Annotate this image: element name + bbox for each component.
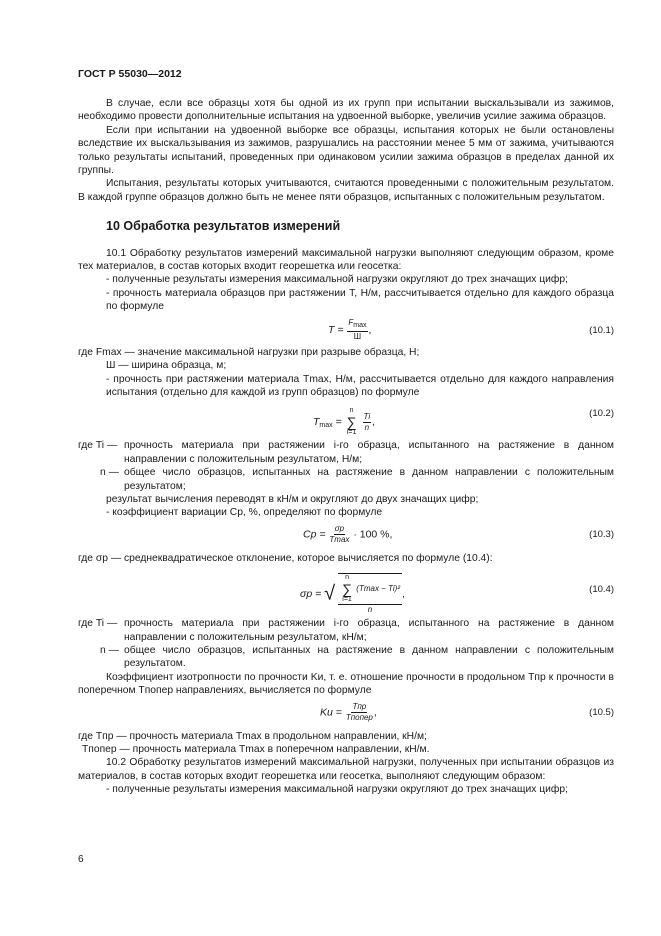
clause-10-2-intro: 10.2 Обработку результатов измерений максимальной нагрузки, полученных при испытании образцов из материалов, в состав которых входит георешетка или геосетка, выполняют следующим образом: xyxy=(78,757,614,782)
formula-lhs: σp = xyxy=(300,587,322,600)
formula-tail: , xyxy=(372,416,376,429)
list-item: - полученные результаты измерения максимальной нагрузки округляют до трех значащих цифр; xyxy=(106,784,568,796)
list-item: - прочность при растяжении материала Tmax, Н/м, рассчитывается отдельно для каждого направления испытания (отдельно для каждой из групп образцов) по формуле xyxy=(106,373,614,398)
where-line: Ш — ширина образца, м; xyxy=(106,360,227,372)
section-title: 10 Обработка результатов измерений xyxy=(106,219,341,234)
sum-upper: n xyxy=(349,407,354,415)
definition-item xyxy=(78,644,614,671)
sum-upper: n xyxy=(345,574,349,582)
list-item: - полученные результаты измерения максимальной нагрузки округляют до трех значащих цифр; xyxy=(106,274,568,286)
sum-lower: i=1 xyxy=(342,596,352,604)
formula-numerator: Ti xyxy=(363,411,371,421)
paragraph: Коэффициент изотропности по прочности Kи, т. е. отношение прочности в продольном Tпр к прочности в поперечном Tпопер направлениях, вычисляется по формуле xyxy=(78,671,614,697)
definition-term: n — xyxy=(100,467,119,479)
formula-numerator: F xyxy=(348,317,354,327)
formula-tail: · 100 %, xyxy=(353,528,393,541)
formula-denominator: Tmax xyxy=(329,534,350,544)
formula-lhs: Cp = xyxy=(303,528,326,541)
formula-numerator: σp xyxy=(334,523,345,533)
formula-denominator: n xyxy=(367,605,373,615)
formula-lhs: Kи = xyxy=(320,705,342,718)
definition-item xyxy=(78,439,614,466)
document-header: ГОСТ Р 55030—2012 xyxy=(78,68,182,80)
paragraph: Если при испытании на удвоенной выборке все образцы, испытания которых не были остановлены вследствие их выскальзывания из зажимов, разрушались на расстоянии менее 5 мм от зажима, учитываются только результаты испытаний, проведенных при одинаковом усилии зажима образцов в пределах данной их группы. xyxy=(78,124,614,177)
clause-10-1-intro: 10.1 Обработку результатов измерений максимальной нагрузки выполняют следующим образом, кроме тех материалов, в состав которых входит георешетка или геосетка: xyxy=(78,247,614,273)
definition-term: где Ti — xyxy=(78,440,118,452)
sqrt-icon: √ xyxy=(324,582,336,605)
definition-term: где Ti — xyxy=(78,618,118,630)
formula-subscript: max xyxy=(319,422,333,430)
list-item: - коэффициент вариации Cp, %, определяют по формуле xyxy=(106,507,383,519)
where-line: где Fmax — значение максимальной нагрузки при разрыве образца, Н; xyxy=(78,346,420,358)
formula-number: (10.3) xyxy=(589,528,614,540)
formula-10-1 xyxy=(78,318,614,346)
formula-numerator: Tпр xyxy=(352,701,367,711)
sigma-icon: ∑ xyxy=(342,581,353,598)
definition-text: общее число образцов, испытанных на растяжение в данном направлении с положительным результатом. xyxy=(124,644,614,670)
formula-10-4 xyxy=(78,569,614,617)
formula-tail: , xyxy=(368,323,372,336)
formula-10-5 xyxy=(78,700,614,730)
definition-text: общее число образцов, испытанных на растяжение в данном направлении с положительным результатом; xyxy=(124,467,614,492)
formula-tail: , xyxy=(401,587,405,600)
list-item: - прочность материала образцов при растяжении T, Н/м, рассчитывается отдельно для каждого образца по формуле xyxy=(106,287,614,313)
page-number: 6 xyxy=(78,854,84,865)
formula-number: (10.2) xyxy=(589,408,614,420)
definition-term: n — xyxy=(100,644,119,656)
page-content xyxy=(78,97,614,797)
formula-10-3 xyxy=(78,522,614,552)
formula-numerator: (Tmax − Ti)² xyxy=(356,584,400,594)
formula-number: (10.1) xyxy=(589,324,614,336)
formula-denominator: Tпопер xyxy=(345,712,373,722)
paragraph: В случае, если все образцы хотя бы одной из их групп при испытании выскальзывали из зажимов, необходимо провести дополнительные испытания на удвоенной выборке, увеличив усилие зажима образцов. xyxy=(78,98,614,123)
definition-text: прочность материала при растяжении i-го образца, испытанного на растяжение в данном направлении с положительным результатом, Н/м; xyxy=(124,440,614,465)
where-line: где σp — среднеквадратическое отклонение, которое вычисляется по формуле (10.4): xyxy=(78,552,493,564)
formula-lhs: T xyxy=(313,416,320,429)
definition-item xyxy=(78,617,614,644)
where-line: результат вычисления переводят в кН/м и округляют до двух значащих цифр; xyxy=(106,493,479,505)
formula-subscript: max xyxy=(353,321,367,329)
definition-text: прочность материала при растяжении i-го образца, испытанного на растяжение в данном направлении с положительным результатом, кН/м; xyxy=(124,618,614,643)
formula-tail: , xyxy=(373,705,377,718)
paragraph: Испытания, результаты которых учитываются, считаются проведенными с положительным результатом. В каждой группе образцов должно быть не менее пяти образцов, испытанных с положительным результатом. xyxy=(78,178,614,203)
where-line: Tпопер — прочность материала Tmax в поперечном направлении, кН/м. xyxy=(82,744,430,755)
formula-equals: = xyxy=(335,416,342,429)
formula-10-2 xyxy=(78,401,614,439)
formula-number: (10.4) xyxy=(589,584,614,596)
definition-item xyxy=(78,466,614,493)
formula-lhs: T = xyxy=(328,323,344,336)
formula-number: (10.5) xyxy=(589,706,614,718)
sum-lower: i=1 xyxy=(346,429,357,437)
sigma-icon: ∑ xyxy=(346,414,357,431)
where-line: где Tпр — прочность материала Tmax в продольном направлении, кН/м; xyxy=(78,730,427,742)
formula-denominator: Ш xyxy=(353,331,362,341)
formula-denominator: n xyxy=(364,422,370,432)
